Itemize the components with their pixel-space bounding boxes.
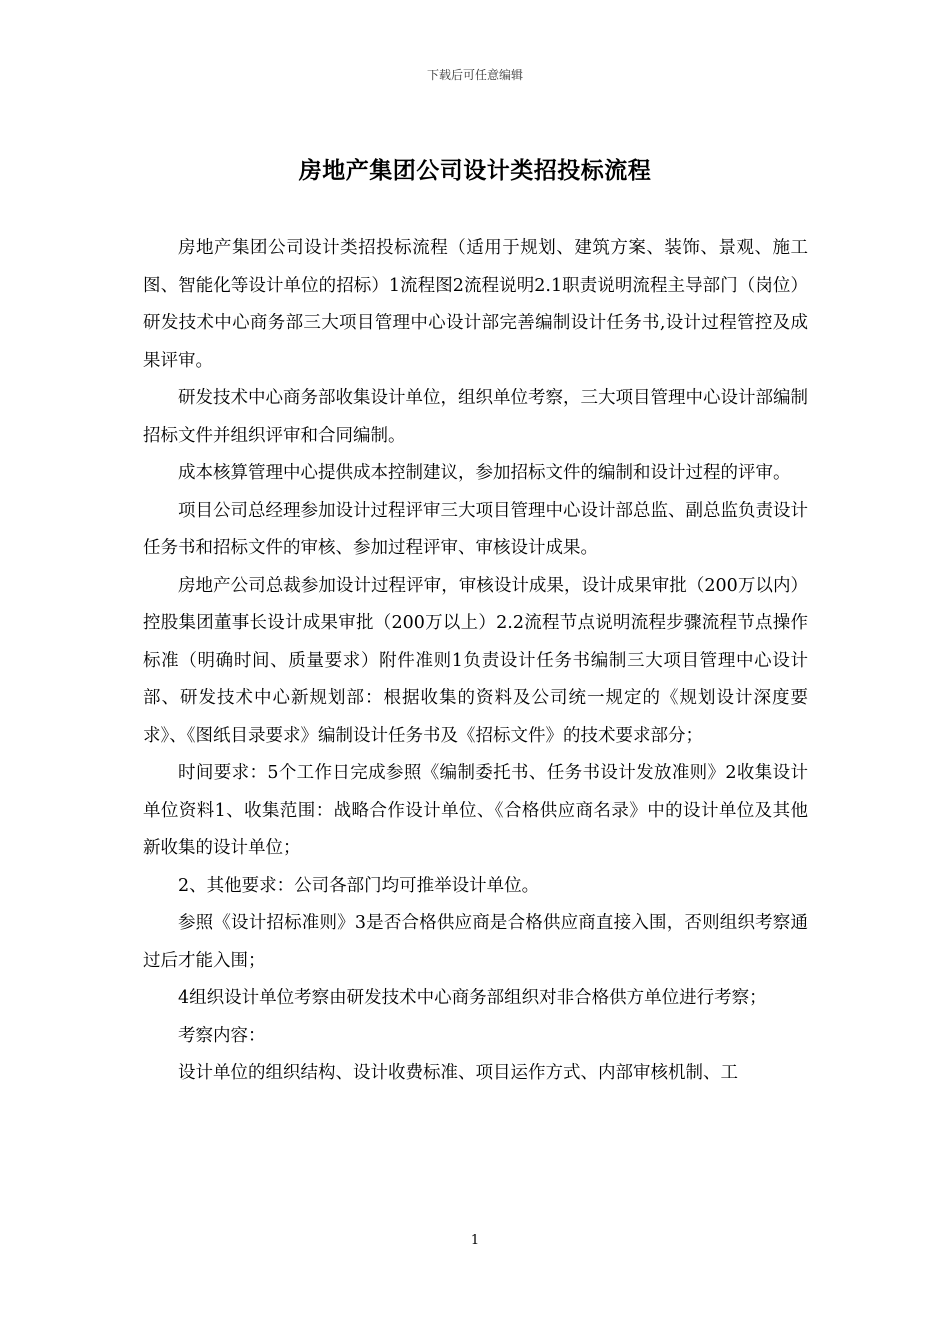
paragraph: 研发技术中心商务部收集设计单位，组织单位考察，三大项目管理中心设计部编制招标文件并组织评审和合同编制。	[143, 388, 808, 446]
paragraph: 项目公司总经理参加设计过程评审三大项目管理中心设计部总监、副总监负责设计任务书和招标文件的审核、参加过程评审、审核设计成果。	[143, 500, 808, 558]
paragraph: 4组织设计单位考察由研发技术中心商务部组织对非合格供方单位进行考察；	[178, 988, 767, 1008]
paragraph: 参照《设计招标准则》3是否合格供应商是合格供应商直接入围，否则组织考察通过后才能入围；	[143, 913, 808, 971]
paragraph: 设计单位的组织结构、设计收费标准、项目运作方式、内部审核机制、工	[178, 1063, 738, 1083]
header-note: 下载后可任意编辑	[426, 68, 523, 82]
paragraph: 房地产集团公司设计类招投标流程（适用于规划、建筑方案、装饰、景观、施工图、智能化等设计单位的招标）1流程图2流程说明2.1职责说明流程主导部门（岗位）研发技术中心商务部三大项目管理中心设计部完善编制设计任务书,设计过程管控及成果评审。	[143, 238, 808, 371]
paragraph: 成本核算管理中心提供成本控制建议，参加招标文件的编制和设计过程的评审。	[178, 463, 791, 483]
paragraph: 时间要求：5个工作日完成参照《编制委托书、任务书设计发放准则》2收集设计单位资料1、收集范围：战略合作设计单位、《合格供应商名录》中的设计单位及其他新收集的设计单位；	[143, 763, 808, 858]
paragraph: 房地产公司总裁参加设计过程评审，审核设计成果，设计成果审批（200万以内）控股集团董事长设计成果审批（200万以上）2.2流程节点说明流程步骤流程节点操作标准（明确时间、质量要求）附件准则1负责设计任务书编制三大项目管理中心设计部、研发技术中心新规划部：根据收集的资料及公司统一规定的《规划设计深度要求》、《图纸目录要求》编制设计任务书及《招标文件》的技术要求部分；	[143, 575, 808, 746]
document-body	[143, 230, 808, 1093]
page-number: 1	[470, 1233, 480, 1248]
paragraph: 考察内容：	[178, 1025, 266, 1046]
paragraph: 2、其他要求：公司各部门均可推举设计单位。	[178, 875, 540, 896]
document-title: 房地产集团公司设计类招投标流程	[298, 157, 652, 184]
